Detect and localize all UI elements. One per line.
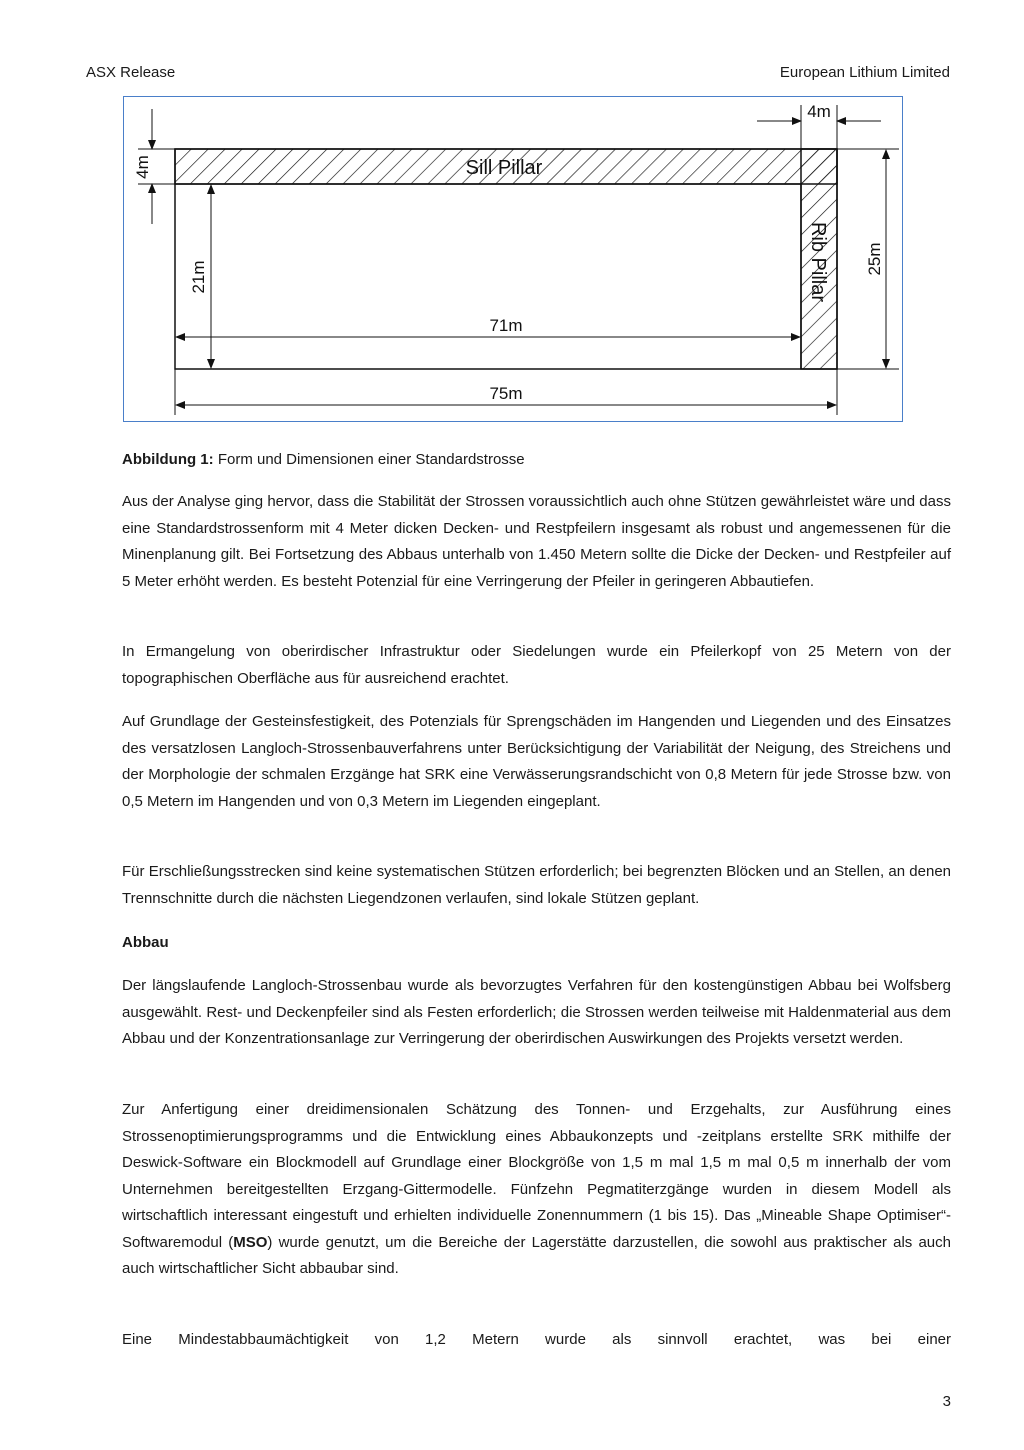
header-left: ASX Release: [86, 64, 176, 81]
paragraph-support: Für Erschließungsstrecken sind keine systematischen Stützen erforderlich; bei begrenzten Blöcken und an Stellen, an denen Trennschnitte durch die nächsten Liegendzonen verlaufen, sind lokale Stützen geplant.: [122, 863, 951, 907]
header-right: European Lithium Limited: [779, 64, 950, 81]
paragraph-crown-pillar: In Ermangelung von oberirdischer Infrastruktur oder Siedelungen wurde ein Pfeilerkopf von 25 Metern von der topographischen Oberfläche aus für ausreichend erachtet.: [122, 643, 951, 687]
dim-25m: 25m: [865, 242, 884, 276]
paragraph-dilution: Auf Grundlage der Gesteinsfestigkeit, des Potenzials für Sprengschäden im Hangenden und Liegenden und des Einsatzes des versatzlosen Langloch-Strossenbauverfahrens unter Berücksichtigung der Variabilität der Neigung, des Streichens und der Morphologie der schmalen Erzgänge hat SRK eine Verwässerungsrandschicht von 0,8 Metern für jede Strosse bzw. von 0,5 Metern im Hangenden und von 0,3 Metern im Liegenden eingeplant.: [122, 713, 951, 810]
paragraph-min-width: Eine Mindestabbaumächtigkeit von 1,2 Metern wurde als sinnvoll erachtet, was bei einer: [122, 1331, 951, 1348]
dim-4m-left: 4m: [133, 155, 152, 179]
page-number: 3: [942, 1393, 951, 1410]
section-heading-abbau: Abbau: [122, 934, 169, 951]
stope-void: [176, 185, 800, 368]
dim-71m: 71m: [489, 316, 523, 335]
sill-pillar-label: Sill Pillar: [465, 157, 543, 179]
stope-diagram-svg: [124, 97, 904, 423]
stope-diagram: [123, 96, 903, 422]
paragraph-block-model: [122, 1097, 951, 1283]
dim-75m: 75m: [489, 384, 523, 403]
figure-caption: [122, 451, 525, 468]
caption-text: Form und Dimensionen einer Standardstrosse: [213, 451, 525, 468]
rib-pillar-label: Rib Pillar: [807, 221, 829, 303]
block-model-text-a: Zur Anfertigung einer dreidimensionalen Schätzung des Tonnen- und Erzgehalts, zur Ausführung eines Strossenoptimierungsprogramms und die Entwicklung eines Abbaukonzepts und -zeitplans erstellte SRK mithilfe der Deswick-Software ein Blockmodell auf Grundlage einer Blockgröße von 1,5 m mal 1,5 m mal 0,5 m innerhalb der vom Unternehmen bereitgestellten Erzgang-Gittermodelle. Fünfzehn Pegmatiterzgänge wurden in diesem Modell als wirtschaftlich interessant eingestuft und erhielten individuelle Zonennummern (1 bis 15). Das „Mineable Shape Optimiser“-Softwaremodul (: [122, 1101, 951, 1251]
paragraph-mining-method: Der längslaufende Langloch-Strossenbau wurde als bevorzugtes Verfahren für den kostengünstigen Abbau bei Wolfsberg ausgewählt. Rest- und Deckenpfeiler sind als Festen erforderlich; die Strossen werden teilweise mit Haldenmaterial aus dem Abbau und der Konzentrationsanlage zur Verringerung der oberirdischen Auswirkungen des Projekts versetzt werden.: [122, 977, 951, 1047]
dim-21m: 21m: [189, 260, 208, 294]
block-model-text-b: ) wurde genutzt, um die Bereiche der Lagerstätte darzustellen, die sowohl aus praktischer als auch auch wirtschaftlicher Sicht abbaubar sind.: [122, 1233, 951, 1277]
paragraph-stability: Aus der Analyse ging hervor, dass die Stabilität der Strossen voraussichtlich auch ohne Stützen gewährleistet wäre und dass eine Standardstrossenform mit 4 Meter dicken Decken- und Restpfeilern insgesamt als robust und angemessenen für die Minenplanung gilt. Bei Fortsetzung des Abbaus unterhalb von 1.450 Metern sollte die Dicke der Decken- und Restpfeiler auf 5 Meter erhöht werden. Es besteht Potenzial für eine Verringerung der Pfeiler in geringeren Abbautiefen.: [122, 493, 951, 590]
mso-abbrev: MSO: [233, 1233, 268, 1251]
dim-4m-top: 4m: [807, 102, 831, 121]
caption-label: Abbildung 1:: [122, 451, 214, 468]
